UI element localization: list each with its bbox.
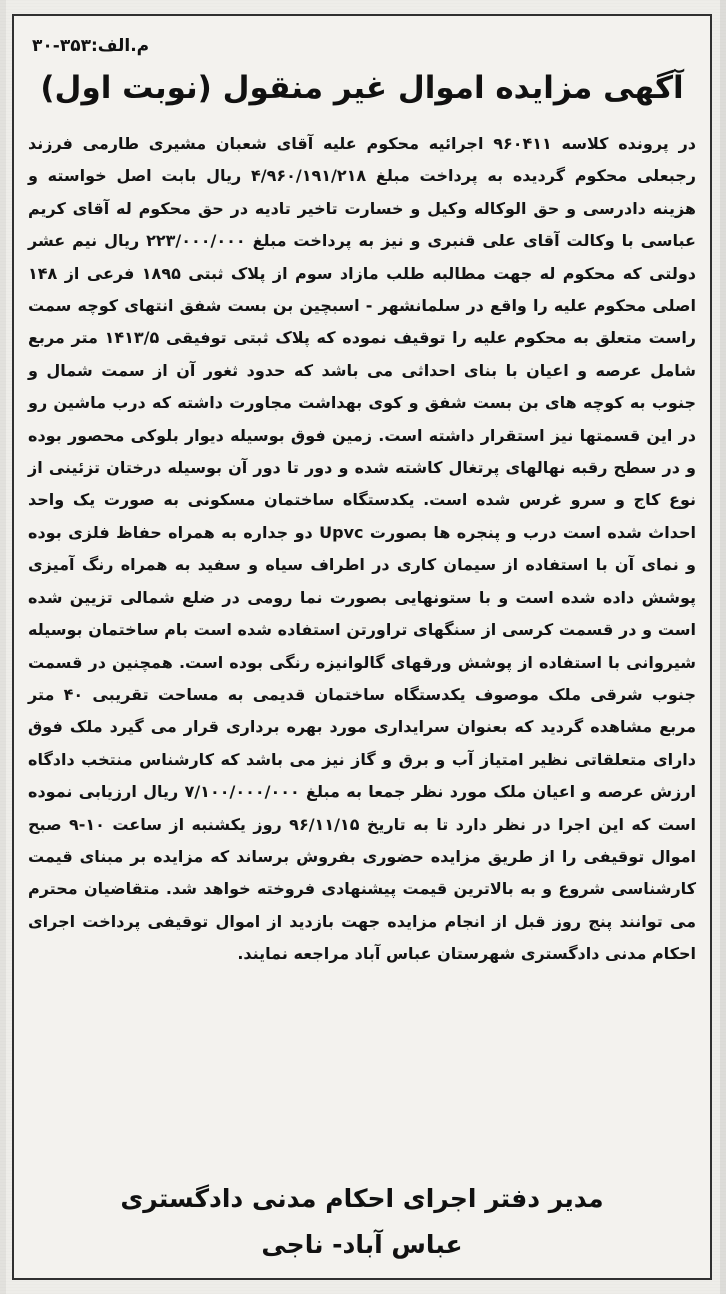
notice-frame bbox=[12, 14, 712, 1280]
signature-line-1: مدیر دفتر اجرای احکام مدنی دادگستری bbox=[120, 1184, 604, 1213]
signature-line-2: عباس آباد- ناجی bbox=[261, 1230, 463, 1259]
notice-body bbox=[28, 128, 696, 971]
notice-body-text: در پرونده کلاسه ۹۶۰۴۱۱ اجرائیه محکوم علیه آقای شعبان مشیری طارمی فرزند رجبعلی محکوم گردیده به پرداخت مبلغ ۴/۹۶۰/۱۹۱/۲۱۸ ریال بابت اصل خواسته و هزینه دادرسی و حق الوکاله وکیل و خسارت تاخیر تادیه در حق محکوم له آقای کریم عباسی با وکالت آقای علی قنبری و نیز به پرداخت مبلغ ۲۲۳/۰۰۰/۰۰۰ ریال نیم عشر دولتی که محکوم له جهت مطالبه طلب مازاد سوم از پلاک ثبتی ۱۸۹۵ فرعی از ۱۴۸ اصلی محکوم علیه را واقع در سلمانشهر - اسبچین بن بست شفق انتهای کوچه سمت راست متعلق به محکوم علیه را توقیف نموده که پلاک ثبتی توفیقی ۱۴۱۳/۵ متر مربع شامل عرصه و اعیان با بنای احداثی می باشد که حدود ثغور آن از سمت شمال و جنوب به کوچه های بن بست شفق و کوی بهداشت مجاورت داشته که درب ماشین رو در این قسمتها نیز استقرار داشته است. زمین فوق بوسیله دیوار بلوکی محصور بوده و در سطح رقبه نهالهای پرتغال کاشته شده و دور تا دور آن بوسیله درختان تزئینی از نوع کاج و سرو غرس شده است. یکدستگاه ساختمان مسکونی به صورت یک واحد احداث شده است درب و پنجره ها بصورت Upvc دو جداره به همراه حفاظ فلزی بوده و نمای آن با استفاده از سیمان کاری در اطراف سیاه و سفید به همراه رنگ آمیزی پوشش داده شده است و با ستونهایی بصورت نما رومی در ضلع شمالی تزیین شده است و در قسمت کرسی از سنگهای تراورتن استفاده شده است بام ساختمان بوسیله شیروانی با استفاده از پوشش ورقهای گالوانیزه رنگی بوده است. همچنین در قسمت جنوب شرقی ملک موصوف یکدستگاه ساختمان قدیمی به مساحت تقریبی ۴۰ متر مربع مشاهده گردید که بعنوان سرایداری مورد بهره برداری قرار می گیرد ملک فوق دارای متعلقاتی نظیر امتیاز آب و برق و گاز نیز می باشد که کارشناس منتخب دادگاه ارزش عرصه و اعیان ملک مورد نظر جمعا به مبلغ ۷/۱۰۰/۰۰۰/۰۰۰ ریال ارزیابی نموده است که این اجرا در نظر دارد تا به تاریخ ۹۶/۱۱/۱۵ روز یکشنبه از ساعت ۱۰-۹ صبح اموال توقیفی را از طریق مزایده حضوری بفروش برساند که مزایده بر مبنای قیمت کارشناسی شروع و به بالاترین قیمت پیشنهادی فروخته خواهد شد. متقاضیان محترم می توانند پنج روز قبل از انجام مزایده جهت بازدید از اموال توقیفی پرداخت اجرای احکام مدنی دادگستری شهرستان عباس آباد مراجعه نمایند. bbox=[28, 134, 697, 964]
reference-code: م.الف:۳۵۳-۳۰ bbox=[32, 36, 150, 56]
notice-inner bbox=[28, 16, 696, 1278]
notice-title: آگهی مزایده اموال غیر منقول (نوبت اول) bbox=[40, 70, 684, 106]
